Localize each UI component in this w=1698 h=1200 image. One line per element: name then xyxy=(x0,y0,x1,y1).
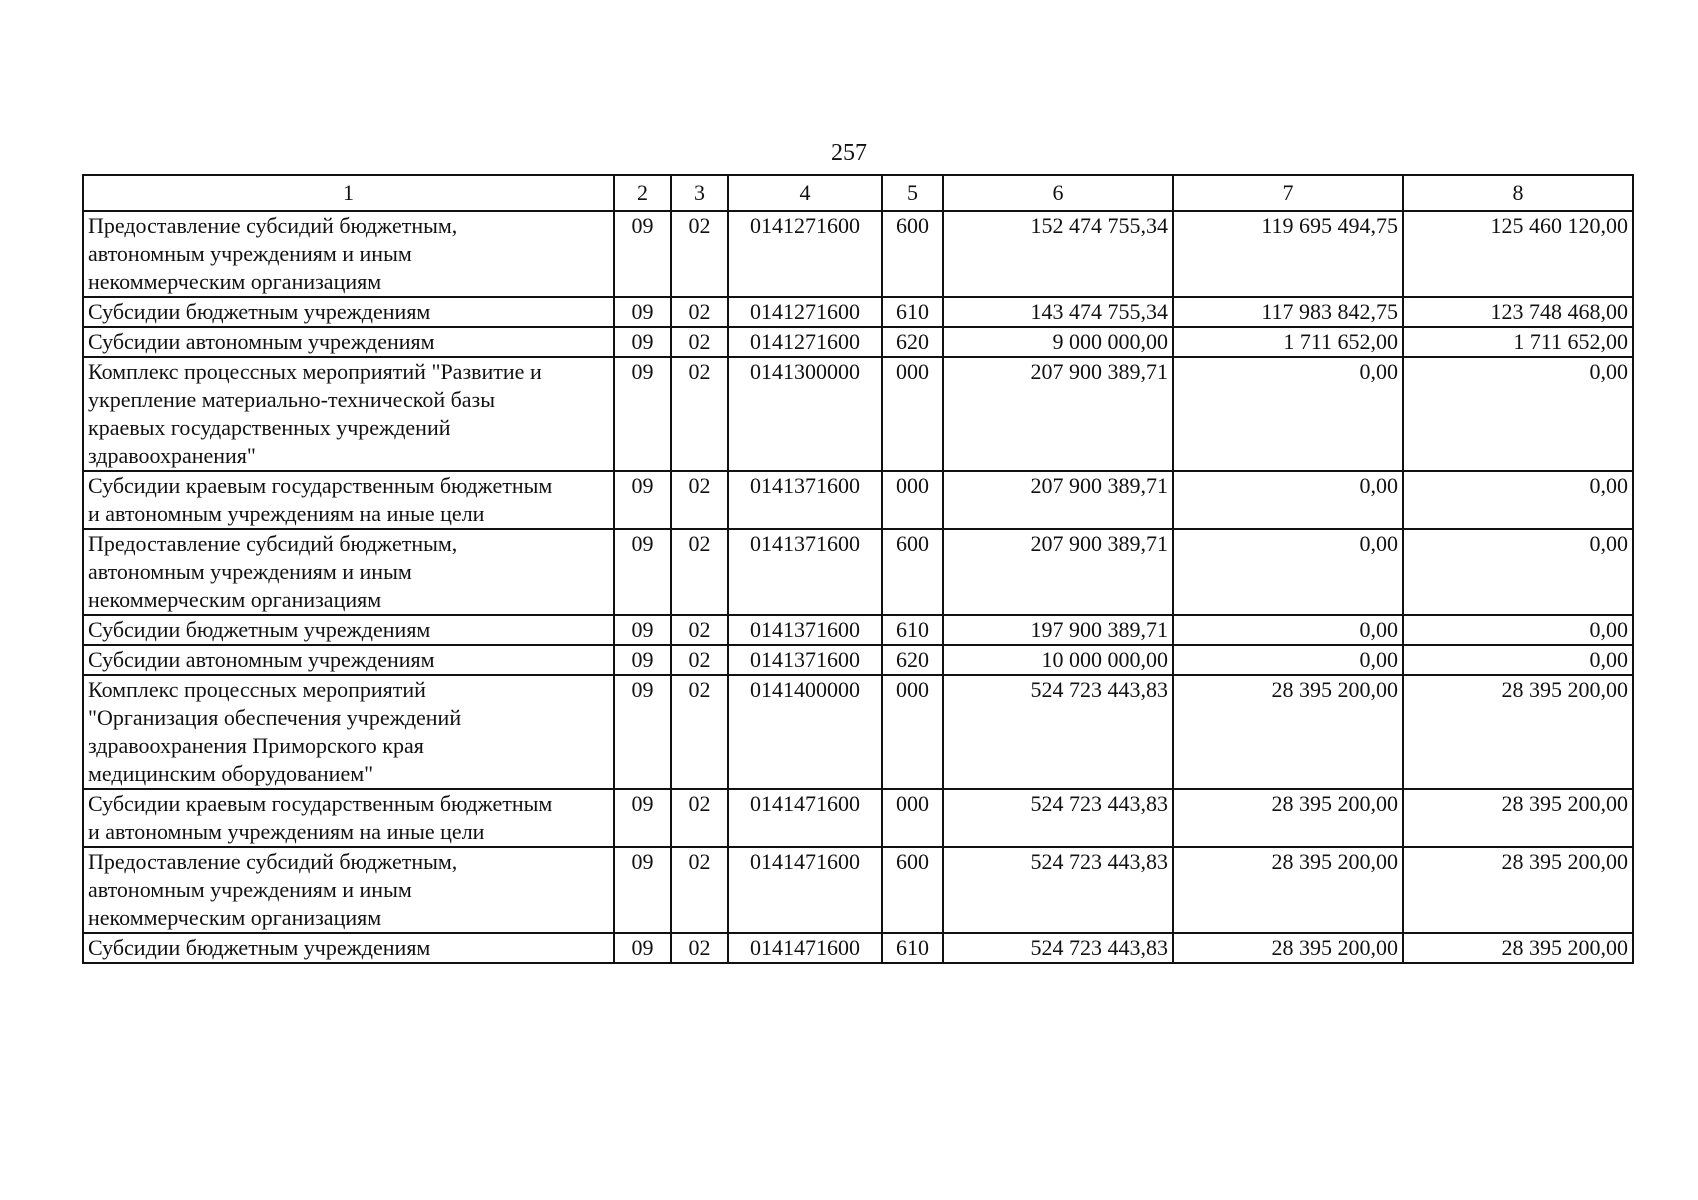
row-name: Субсидии бюджетным учреждениям xyxy=(83,615,614,645)
page-number: 257 xyxy=(831,140,867,166)
target-code: 0141371600 xyxy=(728,645,882,675)
row-name: Комплекс процессных мероприятий "Организация обеспечения учреждений здравоохранения Приморского края медицинским оборудованием" xyxy=(83,675,614,789)
column-header: 2 xyxy=(614,175,671,211)
row-name: Субсидии бюджетным учреждениям xyxy=(83,933,614,963)
expense-type-code: 000 xyxy=(882,357,943,471)
amount-col8: 125 460 120,00 xyxy=(1403,211,1633,297)
target-code: 0141371600 xyxy=(728,471,882,529)
table-row xyxy=(83,933,1633,963)
row-name: Комплекс процессных мероприятий "Развитие и укрепление материально-технической базы краевых государственных учреждений здравоохранения" xyxy=(83,357,614,471)
amount-col8: 1 711 652,00 xyxy=(1403,327,1633,357)
amount-col8: 0,00 xyxy=(1403,471,1633,529)
section-code: 09 xyxy=(614,327,671,357)
subsection-code: 02 xyxy=(671,615,728,645)
amount-col8: 0,00 xyxy=(1403,615,1633,645)
section-code: 09 xyxy=(614,529,671,615)
subsection-code: 02 xyxy=(671,675,728,789)
section-code: 09 xyxy=(614,789,671,847)
section-code: 09 xyxy=(614,615,671,645)
table-row xyxy=(83,645,1633,675)
table-row xyxy=(83,615,1633,645)
amount-col6: 207 900 389,71 xyxy=(943,471,1173,529)
amount-col6: 524 723 443,83 xyxy=(943,675,1173,789)
expense-type-code: 610 xyxy=(882,615,943,645)
section-code: 09 xyxy=(614,471,671,529)
amount-col8: 28 395 200,00 xyxy=(1403,847,1633,933)
table-row xyxy=(83,357,1633,471)
target-code: 0141271600 xyxy=(728,327,882,357)
amount-col7: 0,00 xyxy=(1173,471,1403,529)
column-header: 3 xyxy=(671,175,728,211)
subsection-code: 02 xyxy=(671,847,728,933)
amount-col7: 0,00 xyxy=(1173,615,1403,645)
row-name: Субсидии автономным учреждениям xyxy=(83,645,614,675)
amount-col6: 207 900 389,71 xyxy=(943,357,1173,471)
expense-type-code: 600 xyxy=(882,847,943,933)
section-code: 09 xyxy=(614,847,671,933)
section-code: 09 xyxy=(614,211,671,297)
subsection-code: 02 xyxy=(671,357,728,471)
expense-type-code: 610 xyxy=(882,297,943,327)
amount-col7: 1 711 652,00 xyxy=(1173,327,1403,357)
amount-col6: 197 900 389,71 xyxy=(943,615,1173,645)
subsection-code: 02 xyxy=(671,645,728,675)
subsection-code: 02 xyxy=(671,327,728,357)
amount-col7: 119 695 494,75 xyxy=(1173,211,1403,297)
table-row xyxy=(83,847,1633,933)
amount-col7: 28 395 200,00 xyxy=(1173,933,1403,963)
expense-type-code: 600 xyxy=(882,211,943,297)
row-name: Субсидии автономным учреждениям xyxy=(83,327,614,357)
expense-type-code: 620 xyxy=(882,327,943,357)
amount-col6: 524 723 443,83 xyxy=(943,847,1173,933)
subsection-code: 02 xyxy=(671,529,728,615)
amount-col7: 0,00 xyxy=(1173,645,1403,675)
column-header: 4 xyxy=(728,175,882,211)
amount-col6: 152 474 755,34 xyxy=(943,211,1173,297)
expense-type-code: 000 xyxy=(882,471,943,529)
row-name: Субсидии бюджетным учреждениям xyxy=(83,297,614,327)
amount-col6: 524 723 443,83 xyxy=(943,933,1173,963)
section-code: 09 xyxy=(614,357,671,471)
amount-col7: 28 395 200,00 xyxy=(1173,675,1403,789)
column-header: 1 xyxy=(83,175,614,211)
subsection-code: 02 xyxy=(671,471,728,529)
amount-col6: 207 900 389,71 xyxy=(943,529,1173,615)
amount-col6: 9 000 000,00 xyxy=(943,327,1173,357)
table-row xyxy=(83,789,1633,847)
amount-col7: 0,00 xyxy=(1173,529,1403,615)
amount-col7: 0,00 xyxy=(1173,357,1403,471)
target-code: 0141471600 xyxy=(728,847,882,933)
expense-type-code: 620 xyxy=(882,645,943,675)
amount-col7: 28 395 200,00 xyxy=(1173,789,1403,847)
header-row xyxy=(83,175,1633,211)
amount-col8: 0,00 xyxy=(1403,357,1633,471)
target-code: 0141400000 xyxy=(728,675,882,789)
amount-col8: 0,00 xyxy=(1403,529,1633,615)
column-header: 6 xyxy=(943,175,1173,211)
expense-type-code: 000 xyxy=(882,675,943,789)
row-name: Предоставление субсидий бюджетным, автономным учреждениям и иным некоммерческим организациям xyxy=(83,847,614,933)
table-row xyxy=(83,471,1633,529)
table-row xyxy=(83,675,1633,789)
amount-col8: 28 395 200,00 xyxy=(1403,933,1633,963)
target-code: 0141271600 xyxy=(728,211,882,297)
table-row xyxy=(83,529,1633,615)
amount-col7: 28 395 200,00 xyxy=(1173,847,1403,933)
column-header: 8 xyxy=(1403,175,1633,211)
row-name: Субсидии краевым государственным бюджетным и автономным учреждениям на иные цели xyxy=(83,789,614,847)
row-name: Предоставление субсидий бюджетным, автономным учреждениям и иным некоммерческим организациям xyxy=(83,211,614,297)
amount-col6: 143 474 755,34 xyxy=(943,297,1173,327)
section-code: 09 xyxy=(614,933,671,963)
amount-col6: 10 000 000,00 xyxy=(943,645,1173,675)
subsection-code: 02 xyxy=(671,789,728,847)
amount-col8: 123 748 468,00 xyxy=(1403,297,1633,327)
expense-type-code: 610 xyxy=(882,933,943,963)
amount-col8: 0,00 xyxy=(1403,645,1633,675)
section-code: 09 xyxy=(614,675,671,789)
table-row xyxy=(83,297,1633,327)
table-row xyxy=(83,211,1633,297)
target-code: 0141300000 xyxy=(728,357,882,471)
row-name: Субсидии краевым государственным бюджетным и автономным учреждениям на иные цели xyxy=(83,471,614,529)
target-code: 0141471600 xyxy=(728,933,882,963)
section-code: 09 xyxy=(614,297,671,327)
section-code: 09 xyxy=(614,645,671,675)
table-row xyxy=(83,327,1633,357)
subsection-code: 02 xyxy=(671,211,728,297)
target-code: 0141271600 xyxy=(728,297,882,327)
expense-type-code: 000 xyxy=(882,789,943,847)
expense-type-code: 600 xyxy=(882,529,943,615)
amount-col8: 28 395 200,00 xyxy=(1403,675,1633,789)
column-header: 7 xyxy=(1173,175,1403,211)
amount-col8: 28 395 200,00 xyxy=(1403,789,1633,847)
target-code: 0141471600 xyxy=(728,789,882,847)
budget-table xyxy=(82,174,1634,964)
amount-col6: 524 723 443,83 xyxy=(943,789,1173,847)
row-name: Предоставление субсидий бюджетным, автономным учреждениям и иным некоммерческим организациям xyxy=(83,529,614,615)
subsection-code: 02 xyxy=(671,933,728,963)
column-header: 5 xyxy=(882,175,943,211)
amount-col7: 117 983 842,75 xyxy=(1173,297,1403,327)
subsection-code: 02 xyxy=(671,297,728,327)
target-code: 0141371600 xyxy=(728,529,882,615)
target-code: 0141371600 xyxy=(728,615,882,645)
